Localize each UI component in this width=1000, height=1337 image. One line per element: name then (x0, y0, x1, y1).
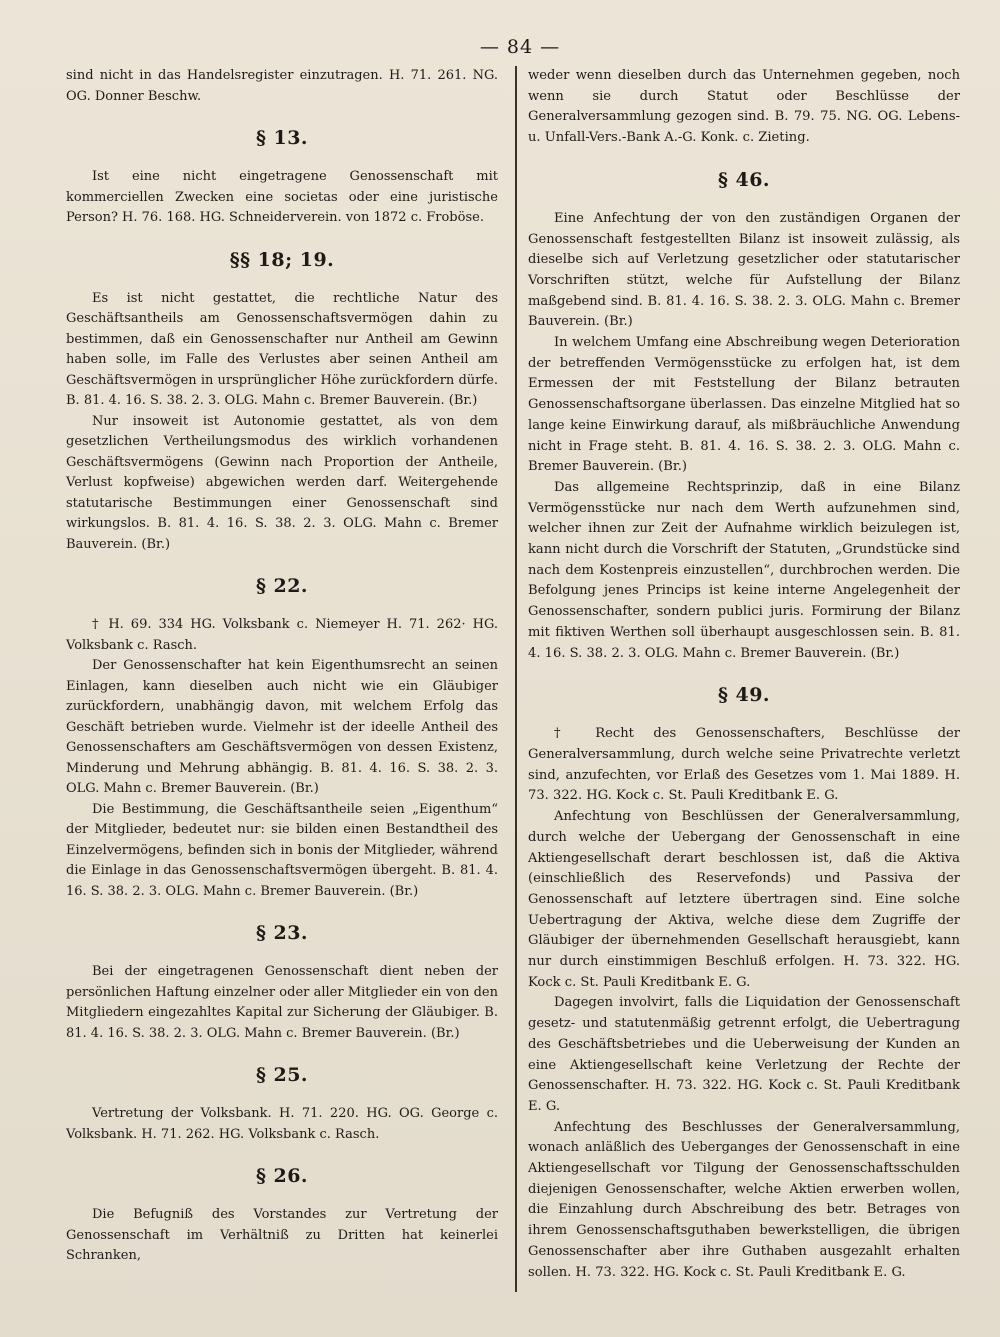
section-heading: § 22. (255, 575, 309, 597)
section-heading: § 49. (717, 684, 771, 707)
paragraph: Es ist nicht gestattet, die rechtliche Natur des Geschäftsantheils am Genossenschaftsvermögen dahin zu bestimmen, daß ein Genossenschafter nur Antheil am Gewinn haben solle, im Falle des Verlustes aber seinen Antheil am Geschäftsvermögen in ursprünglicher Höhe zurückfordern dürfe. B. 81. 4. 16. S. 38. 2. 3. OLG. Mahn c. Bremer Bauverein. (Br.) (66, 290, 498, 408)
paragraph: Anfechtung von Beschlüssen der Generalversammlung, durch welche der Uebergang der Genossenschaft in eine Aktiengesellschaft derart beschlossen ist, daß die Aktiva (einschließlich des Reservefonds) und Passiva der Genossenschaft auf letztere übertragen sind. Eine solche Uebertragung der Aktiva, welche diese dem Zugriffe der Gläubiger der übernehmenden Gesellschaft herausgiebt, kann nur durch einstimmigen Beschluß erfolgen. H. 73. 322. HG. Kock c. St. Pauli Kreditbank E. G. (528, 809, 960, 990)
paragraph: Eine Anfechtung der von den zuständigen Organen der Genossenschaft festgestellten Bilanz ist insoweit zulässig, als dieselbe sich auf Verletzung gesetzlicher oder statutarischer Vorschriften stützt, welche für Aufstellung der Bilanz maßgebend sind. B. 81. 4. 16. S. 38. 2. 3. OLG. Mahn c. Bremer Bauverein. (Br.) (528, 210, 960, 330)
paragraph: In welchem Umfang eine Abschreibung wegen Deterioration der betreffenden Vermögensstücke zu erfolgen hat, ist dem Ermessen der mit Feststellung der Bilanz betrauten Genossenschaftsorgane überlassen. Das einzelne Mitglied hat so lange keine Einwirkung darauf, als mißbräuchliche Anwendung nicht in Frage steht. B. 81. 4. 16. S. 38. 2. 3. OLG. Mahn c. Bremer Bauverein. (Br.) (528, 335, 960, 475)
paragraph: † H. 69. 334 HG. Volksbank c. Niemeyer H. 71. 262· HG. Volksbank c. Rasch. (66, 617, 498, 653)
paragraph: † Recht des Genossenschafters, Beschlüsse der Generalversammlung, durch welche seine Privatrechte verletzt sind, anzufechten, vor Erlaß des Gesetzes vom 1. Mai 1889. H. 73. 322. HG. Kock c. St. Pauli Kreditbank E. G. (528, 726, 960, 804)
paragraph: Vertretung der Volksbank. H. 71. 220. HG. OG. George c. Volksbank. H. 71. 262. HG. Volksbank c. Rasch. (66, 1106, 498, 1142)
section-heading: § 25. (255, 1064, 309, 1086)
paragraph: Anfechtung des Beschlusses der Generalversammlung, wonach anläßlich des Ueberganges der Genossenschaft in eine Aktiengesellschaft vor Tilgung der Genossenschaftsschulden diejenigen Genossenschafter, welche Aktien erwerben wollen, die Einzahlung durch Abschreibung des betr. Betrages von ihrem Genossenschaftsguthaben bewerkstelligen, die übrigen Genossenschafter aber ihre Guthaben ausgezahlt erhalten sollen. H. 73. 322. HG. Kock c. St. Pauli Kreditbank E. G. (528, 1119, 960, 1280)
paragraph: weder wenn dieselben durch das Unternehmen gegeben, noch wenn sie durch Statut oder Beschlüsse der Generalversammlung gezogen sind. B. 79. 75. NG. OG. Lebens- u. Unfall-Vers.-Bank A.-G. Konk. c. Zieting. (528, 68, 960, 146)
section-heading: § 23. (255, 922, 309, 944)
section-heading: § 46. (717, 168, 771, 191)
section-heading: § 26. (255, 1165, 309, 1187)
paragraph: Dagegen involvirt, falls die Liquidation der Genossenschaft gesetz- und statutenmäßig getrennt erfolgt, die Uebertragung des Geschäftsbetriebes und die Ueberweisung der Kunden an eine Aktiengesellschaft keine Verletzung der Rechte der Genossenschafter. H. 73. 322. HG. Kock c. St. Pauli Kreditbank E. G. (528, 995, 960, 1114)
page-number: — 84 — (479, 36, 561, 58)
right-column (528, 66, 960, 1283)
paragraph: Bei der eingetragenen Genossenschaft dient neben der persönlichen Haftung einzelner oder aller Mitglieder ein von den Mitgliedern eingezahltes Kapital zur Sicherung der Gläubiger. B. 81. 4. 16. S. 38. 2. 3. OLG. Mahn c. Bremer Bauverein. (Br.) (66, 964, 498, 1041)
paragraph: Das allgemeine Rechtsprinzip, daß in eine Bilanz Vermögensstücke nur nach dem Werth aufzunehmen sind, welcher ihnen zur Zeit der Aufnahme wirklich beizulegen ist, kann nicht durch die Vorschrift der Statuten, „Grundstücke sind nach dem Kostenpreis einzustellen“, durchbrochen werden. Die Befolgung jenes Princips ist keine interne Angelegenheit der Genossenschafter, sondern publici juris. Formirung der Bilanz mit fiktiven Werthen soll überhaupt ausgeschlossen sein. B. 81. 4. 16. S. 38. 2. 3. OLG. Mahn c. Bremer Bauverein. (Br.) (528, 479, 960, 661)
paragraph: Nur insoweit ist Autonomie gestattet, als von dem gesetzlichen Vertheilungsmodus des wirklich vorhandenen Geschäftsvermögens (Gewinn nach Proportion der Antheile, Verlust kopfweise) abgewichen werden darf. Weitergehende statutarische Bestimmungen einer Genossenschaft sind wirkungslos. B. 81. 4. 16. S. 38. 2. 3. OLG. Mahn c. Bremer Bauverein. (Br.) (66, 413, 498, 552)
paragraph: Der Genossenschafter hat kein Eigenthumsrecht an seinen Einlagen, kann dieselben auch nicht wie ein Gläubiger zurückfordern, unabhängig davon, mit welchem Erfolg das Geschäft betrieben wurde. Vielmehr ist der ideelle Antheil des Genossenschafters am Geschäftsvermögen von dessen Existenz, Minderung und Mehrung abhängig. B. 81. 4. 16. S. 38. 2. 3. OLG. Mahn c. Bremer Bauverein. (Br.) (66, 658, 498, 796)
left-column (66, 66, 498, 1267)
paragraph: Ist eine nicht eingetragene Genossenschaft mit kommerciellen Zwecken eine societas oder eine juristische Person? H. 76. 168. HG. Schneiderverein. von 1872 c. Froböse. (66, 169, 498, 225)
section-heading: §§ 18; 19. (229, 248, 335, 271)
paragraph: sind nicht in das Handelsregister einzutragen. H. 71. 261. NG. OG. Donner Beschw. (66, 68, 498, 104)
section-heading: § 13. (255, 127, 309, 149)
paragraph: Die Bestimmung, die Geschäftsantheile seien „Eigenthum“ der Mitglieder, bedeutet nur: sie bilden einen Bestandtheil des Einzelvermögens, befinden sich in bonis der Mitglieder, während die Einlage in das Genossenschaftsvermögen übergeht. B. 81. 4. 16. S. 38. 2. 3. OLG. Mahn c. Bremer Bauverein. (Br.) (66, 801, 498, 899)
paragraph: Die Befugniß des Vorstandes zur Vertretung der Genossenschaft im Verhältniß zu Dritten hat keinerlei Schranken, (66, 1207, 498, 1263)
column-divider (515, 66, 517, 1292)
